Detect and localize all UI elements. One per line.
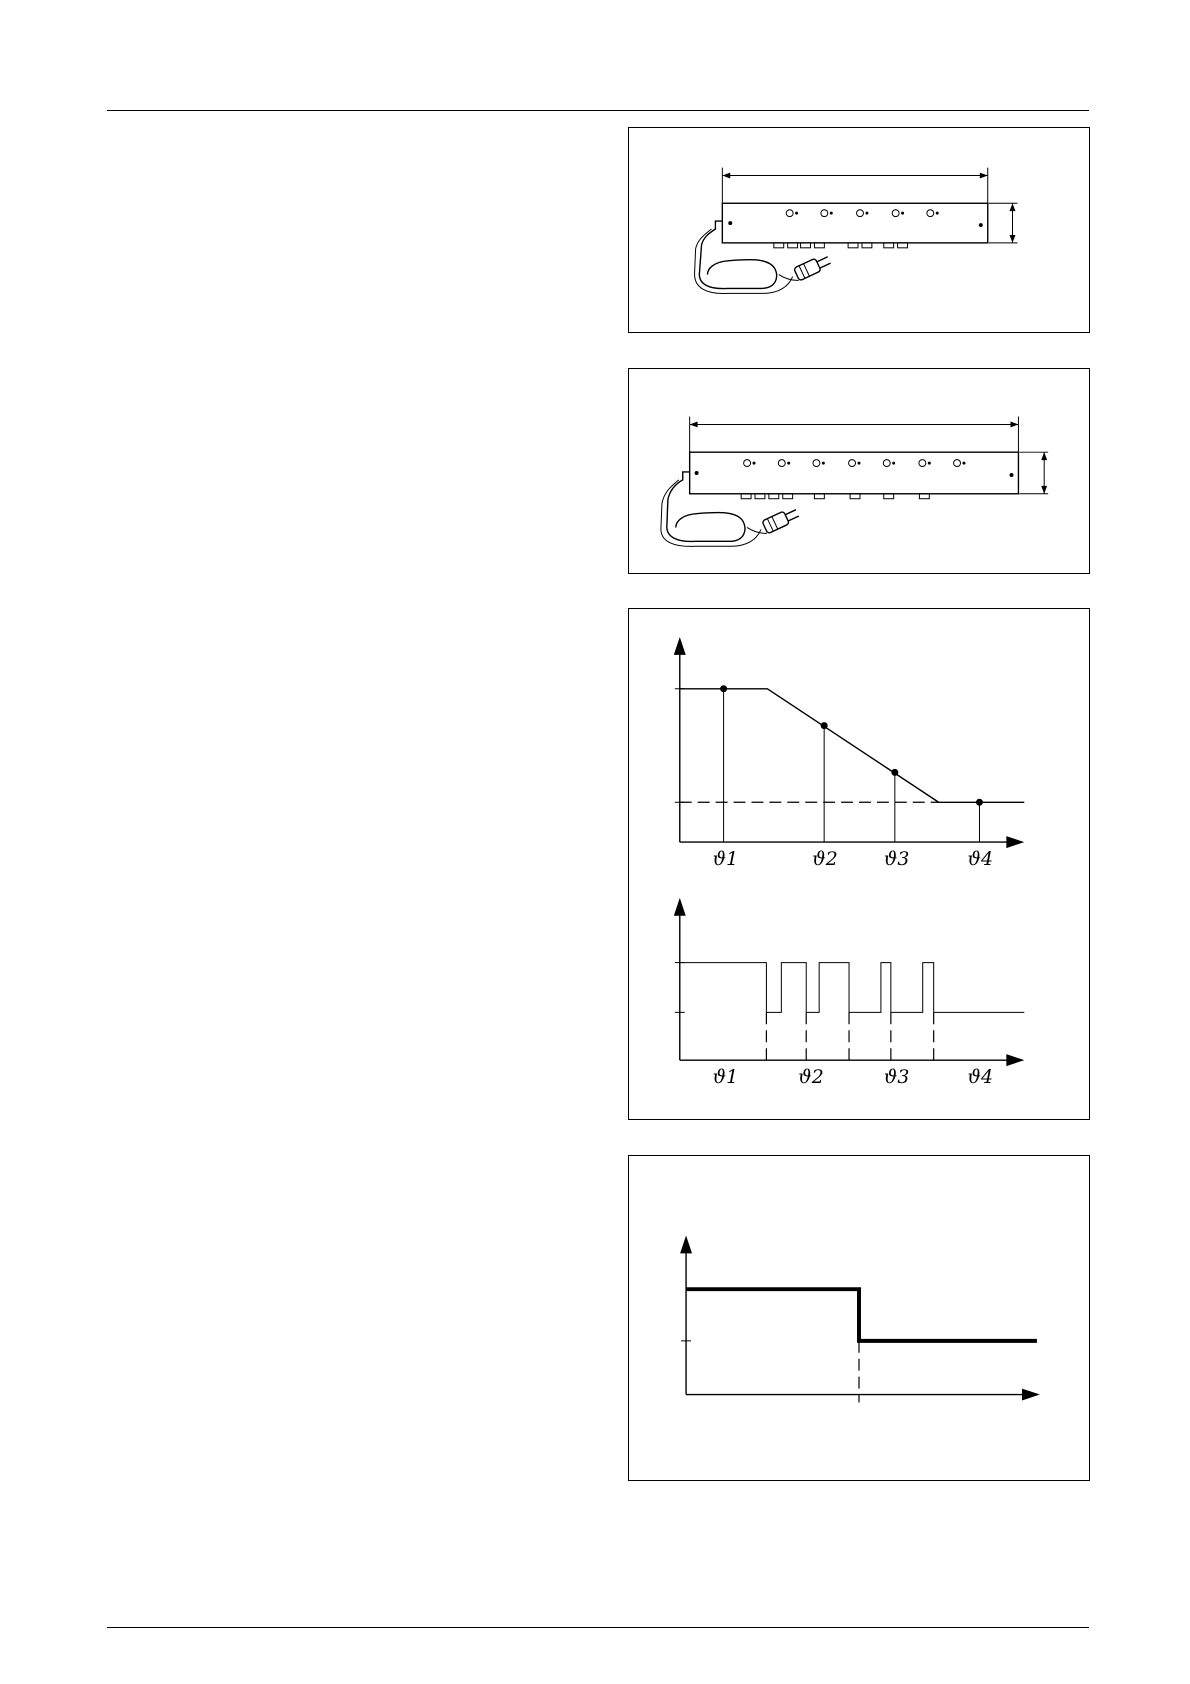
upper-tick-label-4: ϑ4 (967, 847, 994, 870)
upper-point (821, 722, 828, 729)
step-diagram-drawing (629, 1156, 1089, 1480)
step-diagram-figure (628, 1155, 1090, 1481)
footer-rule (107, 1627, 1089, 1628)
lower-y-axis-arrow (674, 898, 686, 916)
upper-tick-label-3: ϑ3 (883, 847, 910, 870)
upper-x-axis-arrow (1006, 836, 1024, 848)
step-curve (686, 1289, 1037, 1341)
upper-y-axis-arrow (674, 637, 686, 655)
socket-row (786, 210, 939, 217)
lower-tick-label-1: ϑ1 (712, 1066, 739, 1089)
temperature-diagrams-figure (628, 608, 1090, 1120)
temperature-diagrams-drawing (629, 609, 1089, 1119)
upper-tick-label-1: ϑ1 (712, 847, 739, 870)
upper-point (891, 769, 898, 776)
lower-x-axis-arrow (1006, 1054, 1024, 1066)
power-strip-7-figure (628, 368, 1090, 574)
lower-diagram (674, 898, 1024, 1088)
lower-tick-label-3: ϑ3 (883, 1066, 910, 1089)
lower-pulse-signal (680, 963, 1025, 1013)
lower-tick-label-2: ϑ2 (798, 1066, 824, 1089)
upper-curve (680, 689, 1025, 803)
power-strip-7-drawing (629, 369, 1089, 573)
upper-point (720, 685, 727, 692)
power-strip-5-drawing (629, 128, 1089, 332)
power-strip-5-figure (628, 127, 1090, 333)
upper-tick-label-2: ϑ2 (812, 847, 838, 870)
step-x-axis-arrow (1022, 1389, 1040, 1401)
upper-diagram (674, 637, 1024, 870)
header-rule (107, 110, 1089, 111)
step-y-axis-arrow (680, 1236, 692, 1254)
lower-tick-label-4: ϑ4 (967, 1066, 994, 1089)
socket-row (744, 460, 966, 467)
upper-point (976, 799, 983, 806)
